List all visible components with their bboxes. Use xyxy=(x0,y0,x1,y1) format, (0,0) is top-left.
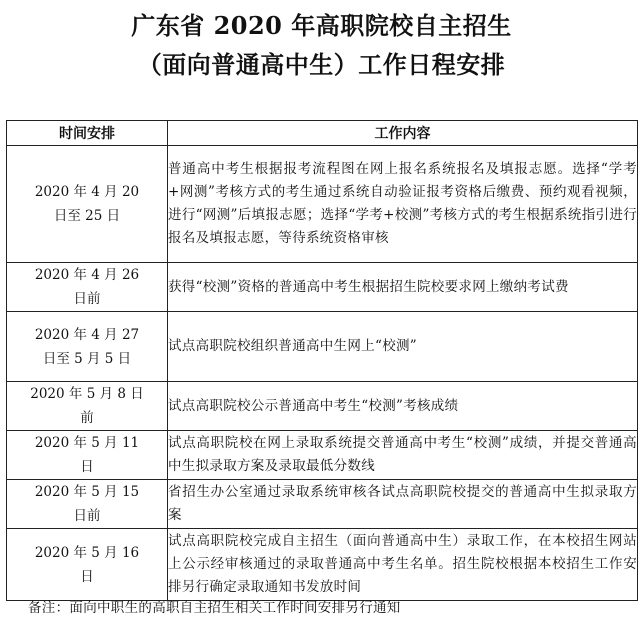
time-text: 2020 年 4 月 26 日前 xyxy=(34,267,140,307)
time-cell xyxy=(7,382,168,431)
work-cell: 试点高职院校公示普通高中考生“校测”考核成绩 xyxy=(168,382,638,431)
table-row xyxy=(7,529,638,601)
table-row xyxy=(7,146,638,263)
time-cell xyxy=(7,263,168,312)
work-cell: 省招生办公室通过录取系统审核各试点高职院校提交的普通高中生拟录取方案 xyxy=(168,480,638,529)
document-title-line-2: （面向普通高中生）工作日程安排 xyxy=(137,50,506,79)
time-text: 2020 年 4 月 27 日至 5 月 5 日 xyxy=(34,326,140,367)
time-cell xyxy=(7,146,168,263)
table-row xyxy=(7,263,638,312)
column-header-time: 时间安排 xyxy=(7,121,168,146)
time-text: 2020 年 5 月 11 日 xyxy=(34,435,140,475)
work-cell: 获得“校测”资格的普通高中考生根据招生院校要求网上缴纳考试费 xyxy=(168,263,638,312)
remarks-note: 备注：面向中职生的高职自主招生相关工作时间安排另行通知 xyxy=(28,600,401,616)
table-header-row xyxy=(7,121,638,146)
time-cell xyxy=(7,312,168,382)
time-text: 2020 年 5 月 8 日前 xyxy=(30,386,144,426)
work-cell: 试点高职院校在网上录取系统提交普通高中考生“校测”成绩，并提交普通高中生拟录取方案及录取最低分数线 xyxy=(168,431,638,480)
work-cell: 试点高职院校完成自主招生（面向普通高中生）录取工作，在本校招生网站上公示经审核通过的录取普通高中考生名单。招生院校根据本校招生工作安排另行确定录取通知书发放时间 xyxy=(168,529,638,601)
time-cell xyxy=(7,480,168,529)
table-row xyxy=(7,431,638,480)
document-title-line-1: 广东省 2020 年高职院校自主招生 xyxy=(131,11,512,40)
table-row xyxy=(7,480,638,529)
table-row xyxy=(7,382,638,431)
table-row xyxy=(7,312,638,382)
work-cell: 普通高中考生根据报考流程图在网上报名系统报名及填报志愿。选择“学考+网测”考核方式的考生通过系统自动验证报考资格后缴费、预约观看视频，进行“网测”后填报志愿；选择“学考+校测”考核方式的考生根据系统指引进行报名及填报志愿，等待系统资格审核 xyxy=(168,146,638,263)
time-cell xyxy=(7,431,168,480)
time-text: 2020 年 5 月 15 日前 xyxy=(34,484,140,524)
schedule-table xyxy=(6,120,638,601)
time-text: 2020 年 4 月 20 日至 25 日 xyxy=(34,184,140,224)
time-cell xyxy=(7,529,168,601)
column-header-work: 工作内容 xyxy=(168,121,638,146)
work-cell: 试点高职院校组织普通高中生网上“校测” xyxy=(168,312,638,382)
time-text: 2020 年 5 月 16 日 xyxy=(34,544,140,585)
